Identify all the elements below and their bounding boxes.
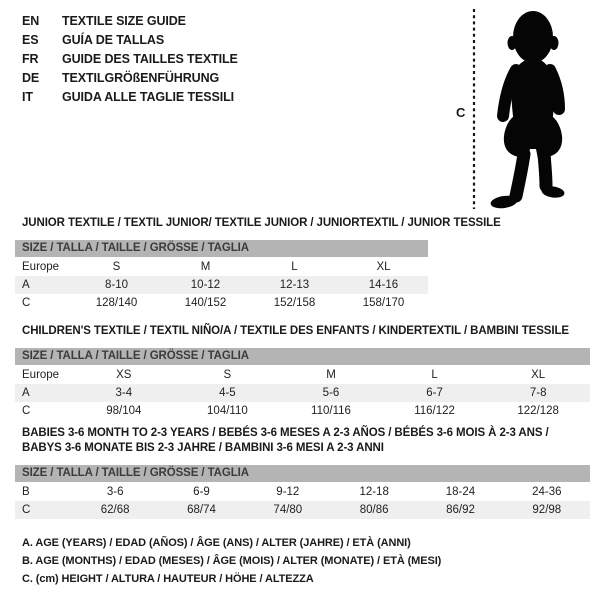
table-row (15, 366, 590, 384)
guide-title: GUÍA DE TALLAS (62, 33, 165, 47)
language-row (22, 69, 238, 88)
row-label: A (22, 387, 30, 399)
table-title-line: JUNIOR TEXTILE / TEXTIL JUNIOR/ TEXTILE JUNIOR / JUNIORTEXTIL / JUNIOR TESSILE (22, 217, 501, 229)
language-code: ES (22, 33, 39, 47)
table-row (15, 483, 590, 501)
table-row (15, 294, 428, 312)
table-title-line: CHILDREN'S TEXTILE / TEXTIL NIÑO/A / TEXTILE DES ENFANTS / KINDERTEXTIL / BAMBINI TESSILE (22, 325, 569, 337)
size-cell: L (431, 369, 438, 381)
size-cell: 158/170 (362, 297, 405, 309)
size-cell: 24-36 (532, 486, 562, 498)
baby-silhouette-shape (490, 11, 565, 210)
row-label: Europe (22, 261, 60, 273)
table-title-line: BABIES 3-6 MONTH TO 2-3 YEARS / BEBÉS 3-6 MESES A 2-3 AÑOS / BÉBÉS 3-6 MOIS À 2-3 ANS / (22, 427, 549, 439)
table-title (22, 426, 590, 456)
size-cell: 86/92 (446, 504, 475, 516)
size-cell: XS (116, 369, 132, 381)
guide-title: TEXTILE SIZE GUIDE (62, 14, 186, 28)
size-table-section (15, 324, 590, 420)
size-cell: 128/140 (95, 297, 138, 309)
size-table-section (15, 426, 590, 519)
size-cell: 4-5 (219, 387, 236, 399)
legend-line-a: A. AGE (YEARS) / EDAD (AÑOS) / ÂGE (ANS) / ALTER (JAHRE) / ETÀ (ANNI) (22, 537, 411, 549)
table-row (15, 258, 428, 276)
size-cell: 68/74 (187, 504, 216, 516)
size-cell: 12-18 (359, 486, 389, 498)
row-label: C (22, 405, 31, 417)
size-cell: 3-6 (106, 486, 124, 498)
guide-title: TEXTILGRÖßENFÜHRUNG (62, 71, 220, 85)
size-cell: 98/104 (106, 405, 142, 417)
size-table-section (15, 216, 501, 312)
size-cell: M (200, 261, 211, 273)
size-header-bar: SIZE / TALLA / TAILLE / GRÖSSE / TAGLIA (15, 348, 590, 365)
size-cell: XL (376, 261, 391, 273)
size-cell: 92/98 (532, 504, 562, 516)
size-cell: 8-10 (104, 279, 129, 291)
language-row (22, 31, 238, 50)
size-cell: 152/158 (273, 297, 316, 309)
size-tables (15, 216, 590, 519)
size-cell: 62/68 (100, 504, 130, 516)
height-marker-label: C (456, 105, 466, 120)
language-row (22, 88, 238, 107)
row-label: B (22, 486, 30, 498)
size-cell: 104/110 (207, 405, 248, 417)
size-cell: 80/86 (359, 504, 389, 516)
size-cell: 14-16 (368, 279, 399, 291)
size-cell: XL (531, 369, 546, 381)
size-cell: 110/116 (311, 405, 351, 417)
table-row (15, 402, 590, 420)
size-header-bar: SIZE / TALLA / TAILLE / GRÖSSE / TAGLIA (15, 465, 590, 482)
size-cell: 140/152 (184, 297, 227, 309)
size-cell: 9-12 (276, 486, 300, 498)
language-title-list (22, 12, 238, 107)
size-cell: 7-8 (529, 387, 547, 399)
table-title-line: BABYS 3-6 MONATE BIS 2-3 JAHRE / BAMBINI 3-6 MESI A 2-3 ANNI (22, 442, 384, 454)
legend-notes (22, 534, 441, 588)
size-header-bar: SIZE / TALLA / TAILLE / GRÖSSE / TAGLIA (15, 240, 428, 257)
row-label: C (22, 504, 31, 516)
size-cell: 3-4 (115, 387, 133, 399)
size-cell: 116/122 (414, 405, 455, 417)
size-cell: M (326, 369, 336, 381)
table-row (15, 384, 590, 402)
language-code: FR (22, 52, 39, 66)
size-cell: 6-7 (426, 387, 443, 399)
legend-line-b: B. AGE (MONTHS) / EDAD (MESES) / ÂGE (MOIS) / ALTER (MONATE) / ETÀ (MESI) (22, 555, 442, 567)
size-cell: S (112, 261, 121, 273)
guide-title: GUIDA ALLE TAGLIE TESSILI (62, 90, 235, 104)
size-cell: L (291, 261, 298, 273)
row-label: C (22, 297, 31, 309)
language-row (22, 12, 238, 31)
size-cell: 12-13 (279, 279, 310, 291)
language-row (22, 50, 238, 69)
size-cell: 5-6 (322, 387, 340, 399)
table-title (22, 216, 501, 231)
row-label: Europe (22, 369, 60, 381)
language-code: DE (22, 71, 40, 85)
size-cell: 18-24 (445, 486, 476, 498)
language-code: EN (22, 14, 40, 28)
table-row (15, 276, 428, 294)
size-cell: 122/128 (517, 405, 559, 417)
size-cell: S (223, 369, 232, 381)
size-cell: 10-12 (190, 279, 221, 291)
guide-title: GUIDE DES TAILLES TEXTILE (62, 52, 238, 66)
table-row (15, 501, 590, 519)
language-code: IT (22, 90, 33, 104)
size-cell: 6-9 (193, 486, 210, 498)
row-label: A (22, 279, 30, 291)
legend-line-c: C. (cm) HEIGHT / ALTURA / HAUTEUR / HÖHE / ALTEZZA (22, 573, 314, 585)
table-title (22, 324, 590, 339)
size-cell: 74/80 (273, 504, 303, 516)
